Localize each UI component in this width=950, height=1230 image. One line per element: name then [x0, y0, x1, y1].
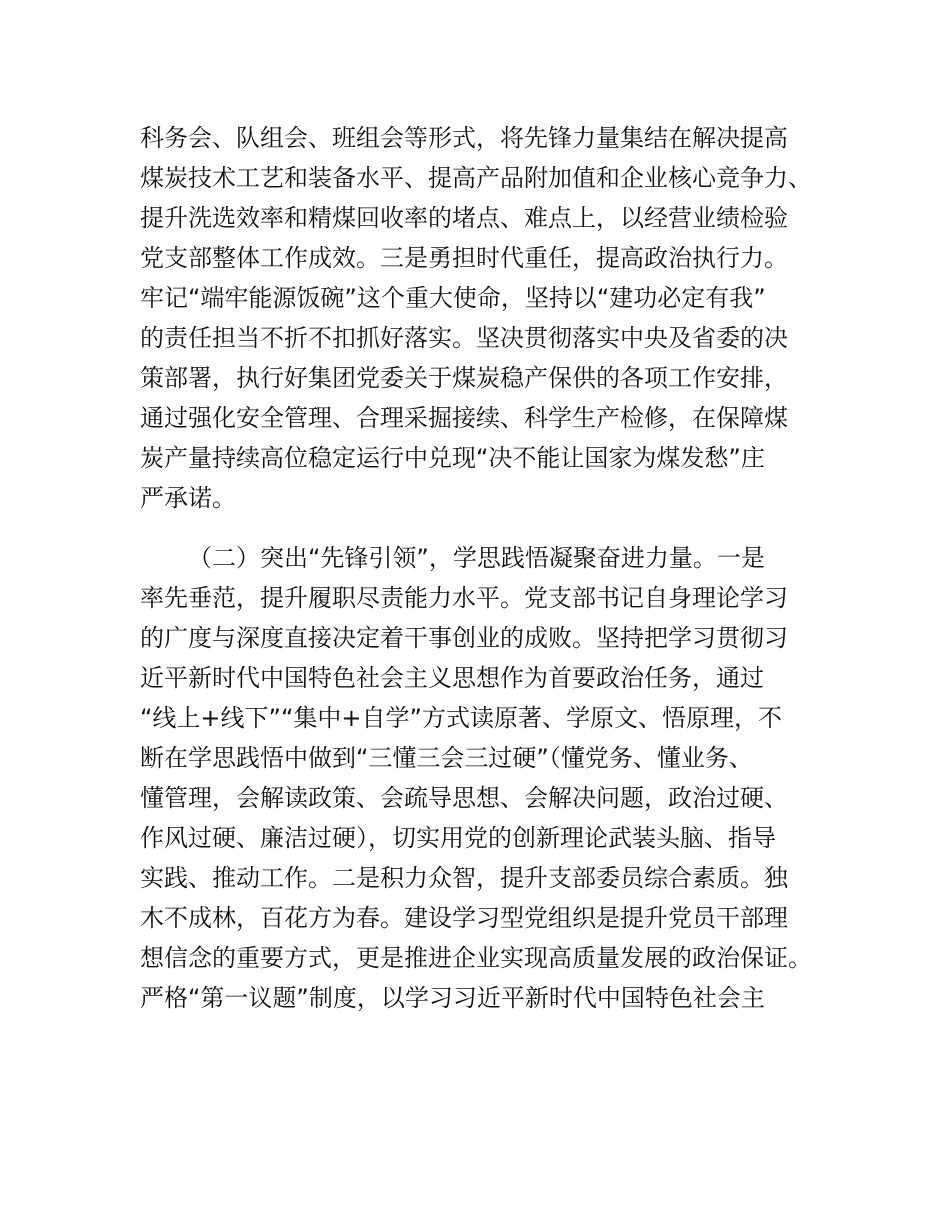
text-line: 想信念的重要方式，更是推进企业实现高质量发展的政治保证。 — [140, 944, 812, 972]
text-line: 木不成林，百花方为春。建设学习型党组织是提升党员干部理 — [140, 904, 788, 932]
text-line: 提升洗选效率和精煤回收率的堵点、难点上，以经营业绩检验 — [140, 204, 788, 232]
text-line: 的责任担当不折不扣抓好落实。坚决贯彻落实中央及省委的决 — [140, 324, 788, 352]
text-line: 的广度与深度直接决定着干事创业的成败。坚持把学习贯彻习 — [140, 624, 788, 652]
text-line: 策部署，执行好集团党委关于煤炭稳产保供的各项工作安排， — [140, 364, 788, 392]
text-line: 率先垂范，提升履职尽责能力水平。党支部书记自身理论学习 — [140, 584, 788, 612]
text-line: 通过强化安全管理、合理采掘接续、科学生产检修，在保障煤 — [140, 404, 788, 432]
section-heading-line: （二）突出“先锋引领”，学思践悟凝聚奋进力量。一是 — [188, 544, 765, 572]
text-line: “线上+线下”“集中+自学”方式读原著、学原文、悟原理，不 — [140, 704, 782, 732]
text-line: 断在学思践悟中做到“三懂三会三过硬”（懂党务、懂业务、 — [140, 744, 753, 772]
text-line: 严格“第一议题”制度，以学习习近平新时代中国特色社会主 — [140, 984, 765, 1012]
text-line: 严承诺。 — [140, 484, 236, 512]
text-line: 作风过硬、廉洁过硬），切实用党的创新理论武装头脑、指导 — [140, 824, 776, 852]
text-line: 牢记“端牢能源饭碗”这个重大使命，坚持以“建功必定有我” — [140, 284, 766, 312]
text-line: 炭产量持续高位稳定运行中兑现“决不能让国家为煤发愁”庄 — [140, 444, 765, 472]
text-line: 煤炭技术工艺和装备水平、提高产品附加值和企业核心竞争力、 — [140, 164, 812, 192]
body-text — [140, 118, 830, 1018]
text-line: 科务会、队组会、班组会等形式，将先锋力量集结在解决提高 — [140, 124, 788, 152]
text-line: 近平新时代中国特色社会主义思想作为首要政治任务，通过 — [140, 664, 764, 692]
text-line: 懂管理，会解读政策、会疏导思想、会解决问题，政治过硬、 — [140, 784, 788, 812]
text-line: 党支部整体工作成效。三是勇担时代重任，提高政治执行力。 — [140, 244, 788, 272]
text-line: 实践、推动工作。二是积力众智，提升支部委员综合素质。独 — [140, 864, 788, 892]
